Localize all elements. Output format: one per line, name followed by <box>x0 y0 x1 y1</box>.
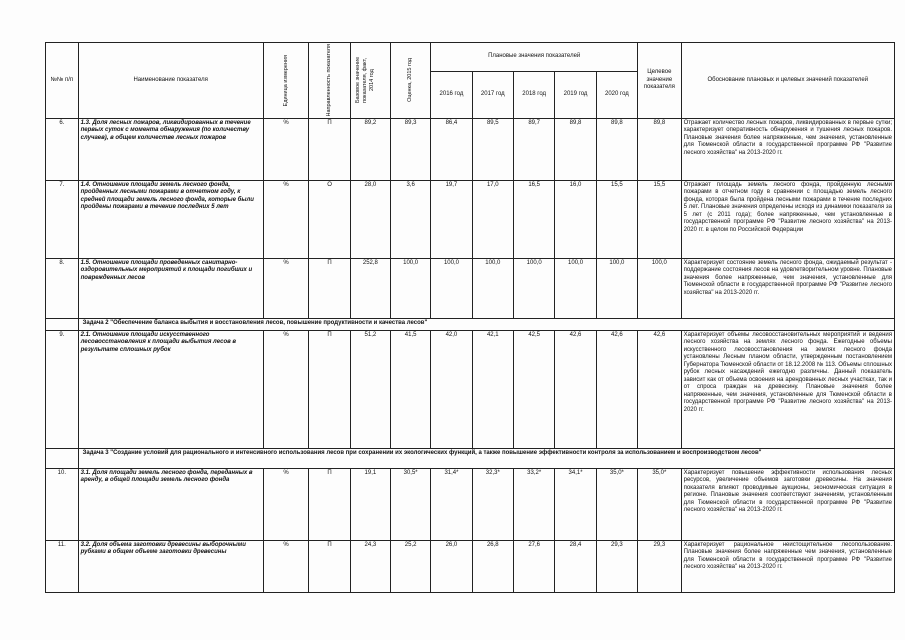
header-year <box>513 71 554 118</box>
direction-cell: О <box>309 180 350 258</box>
direction-cell: П <box>309 118 350 180</box>
plan-value: 15,5 <box>596 180 637 258</box>
direction-cell: П <box>309 258 350 318</box>
year-label: 2019 год <box>563 90 588 97</box>
header-estimate-label: Оценка, 2015 год <box>407 58 414 103</box>
plan-value: 42,6 <box>555 330 596 448</box>
unit-cell: % <box>263 468 309 540</box>
header-row <box>46 43 895 72</box>
target-value: 89,8 <box>638 118 682 180</box>
row-num: 11. <box>46 540 79 592</box>
plan-value: 100,0 <box>596 258 637 318</box>
plan-value: 29,3 <box>596 540 637 592</box>
indicators-table <box>45 42 895 593</box>
plan-value: 42,1 <box>472 330 513 448</box>
base-value: 24,3 <box>350 540 390 592</box>
row-num: 7. <box>46 180 79 258</box>
unit-cell: % <box>263 330 309 448</box>
task-heading: Задача 3 "Создание условий для рационального и интенсивного использования лесов при сохранении их экологических функций, а также повышение эффективности контроля за использованием и воспроизводством лесов" <box>78 448 894 468</box>
direction-cell: П <box>309 330 350 448</box>
unit-cell: % <box>263 118 309 180</box>
header-name <box>78 43 263 119</box>
table-row <box>46 468 895 540</box>
target-value: 100,0 <box>638 258 682 318</box>
plan-value: 89,8 <box>555 118 596 180</box>
target-value: 29,3 <box>638 540 682 592</box>
plan-value: 35,0* <box>596 468 637 540</box>
table-row <box>46 258 895 318</box>
plan-value: 28,4 <box>555 540 596 592</box>
header-base-label: Базовое значение показателя, факт, 2014 год <box>355 57 376 104</box>
estimate-value: 100,0 <box>391 258 431 318</box>
plan-value: 16,5 <box>513 180 554 258</box>
plan-value: 42,6 <box>596 330 637 448</box>
plan-value: 31,4* <box>431 468 472 540</box>
estimate-value: 41,5 <box>391 330 431 448</box>
indicator-name: 3.1. Доля площади земель лесного фонда, переданных в аренду, в общей площади земель лесного фонда <box>78 468 263 540</box>
plan-value: 17,0 <box>472 180 513 258</box>
justification-text: Отражает количество лесных пожаров, ликвидированных в первые сутки; характеризует оперативность обнаружения и тушения лесных пожаров. Плановые значения более напряженные, чем значения, установленные для Тюменской области в государственной программе РФ "Развитие лесного хозяйства" на 2013-2020 гг. <box>681 118 894 180</box>
plan-value: 27,6 <box>513 540 554 592</box>
plan-value: 42,0 <box>431 330 472 448</box>
direction-cell: П <box>309 540 350 592</box>
header-year <box>472 71 513 118</box>
estimate-value: 30,5* <box>391 468 431 540</box>
plan-value: 26,0 <box>431 540 472 592</box>
plan-value: 89,7 <box>513 118 554 180</box>
header-direction <box>309 43 350 119</box>
header-year <box>431 71 472 118</box>
header-unit <box>263 43 309 119</box>
plan-value: 100,0 <box>555 258 596 318</box>
target-value: 15,5 <box>638 180 682 258</box>
row-num: 9. <box>46 330 79 448</box>
header-plan-label: Плановые значения показателей <box>488 53 581 60</box>
plan-value: 26,8 <box>472 540 513 592</box>
header-base <box>350 43 390 119</box>
task-heading-row <box>46 448 895 468</box>
header-num <box>46 43 79 119</box>
header-num-label: №№ п/п <box>50 76 74 83</box>
plan-value: 100,0 <box>431 258 472 318</box>
direction-cell: П <box>309 468 350 540</box>
header-name-label: Наименование показателя <box>133 76 208 83</box>
indicator-name: 1.3. Доля лесных пожаров, ликвидированных в течение первых суток с момента обнаружения (по количеству случаев), в общем количестве лесных пожаров <box>78 118 263 180</box>
plan-value: 100,0 <box>513 258 554 318</box>
base-value: 252,8 <box>350 258 390 318</box>
header-target <box>638 43 682 119</box>
plan-value: 19,7 <box>431 180 472 258</box>
header-justification <box>681 43 894 119</box>
unit-cell: % <box>263 180 309 258</box>
justification-text: Отражает площадь земель лесного фонда, пройденную лесными пожарами в отчетном году в сравнении с площадью земель лесного фонда, которая была пройдена лесными пожарами в течение последних 5 лет. Плановые значения определены исходя из динамики показателя за 5 лет (с 2011 года); более напряженные, чем установленные в государственной программе РФ "Развитие лесного хозяйства" на 2013-2020 гг. в целом по Российской Федерации <box>681 180 894 258</box>
justification-text: Характеризует объемы лесовосстановительных мероприятий и ведения лесного хозяйства на землях лесного фонда. Ежегодные объемы искусственного лесовосстановления на землях лесного фонда установлены Лесным планом области, утвержденным постановлением Губернатора Тюменской области от 18.12.2008 № 113. Объемы сплошных рубок лесных насаждений ежегодно различны. Данный показатель зависит как от объема освоения на арендованных лесных участках, так и от спроса граждан на древесину. Плановые значения более напряженные, чем значения, установленные для Тюменской области в государственной программе РФ "Развитие лесного хозяйства" на 2013-2020 гг. <box>681 330 894 448</box>
table-row <box>46 180 895 258</box>
header-estimate <box>391 43 431 119</box>
plan-value: 86,4 <box>431 118 472 180</box>
table-row <box>46 118 895 180</box>
plan-value: 32,3* <box>472 468 513 540</box>
justification-text: Характеризует повышение эффективности использования лесных ресурсов, увеличение объемов заготовки древесины. На значения показателя влияют проводимые аукционы, экономическая ситуация в регионе. Плановые значения соответствуют значениям, установленным для Тюменской области в государственной программе РФ "Развитие лесного хозяйства" на 2013-2020 гг. <box>681 468 894 540</box>
unit-cell: % <box>263 540 309 592</box>
task-heading: Задача 2 "Обеспечение баланса выбытия и восстановления лесов, повышение продуктивности и качества лесов" <box>78 318 894 330</box>
indicator-name: 1.4. Отношение площади земель лесного фонда, пройденных лесными пожарами в отчетном году, к средней площади земель лесного фонда, которые были пройдены пожарами в течение последних 5 лет <box>78 180 263 258</box>
plan-value: 34,1* <box>555 468 596 540</box>
header-unit-label: Единица измерения <box>282 54 289 106</box>
plan-value: 33,2* <box>513 468 554 540</box>
estimate-value: 3,6 <box>391 180 431 258</box>
base-value: 89,2 <box>350 118 390 180</box>
header-target-label: Целевое значение показателя <box>643 69 675 91</box>
estimate-value: 25,2 <box>391 540 431 592</box>
indicator-name: 3.2. Доля объема заготовки древесины выборочными рубками в общем объеме заготовки древесины <box>78 540 263 592</box>
header-direction-label: Направленность показателя <box>326 44 333 117</box>
plan-value: 100,0 <box>472 258 513 318</box>
unit-cell: % <box>263 258 309 318</box>
plan-value: 89,8 <box>596 118 637 180</box>
base-value: 19,1 <box>350 468 390 540</box>
year-label: 2016 год <box>439 90 464 97</box>
row-num: 8. <box>46 258 79 318</box>
task-heading-row <box>46 318 895 330</box>
plan-value: 89,5 <box>472 118 513 180</box>
table-row <box>46 540 895 592</box>
row-num: 10. <box>46 468 79 540</box>
target-value: 35,0* <box>638 468 682 540</box>
year-label: 2020 год <box>605 90 629 97</box>
header-year <box>596 71 637 118</box>
plan-value: 16,0 <box>555 180 596 258</box>
estimate-value: 89,3 <box>391 118 431 180</box>
justification-text: Характеризует рациональное неистощительное лесопользование. Плановые значения более напряженные чем значения, установленные для Тюменской области в государственной программе РФ "Развитие лесного хозяйства" на 2013-2020 гг. <box>681 540 894 592</box>
header-justification-label: Обоснование плановых и целевых значений показателей <box>707 76 869 83</box>
task-num-cell <box>46 318 79 330</box>
year-label: 2017 год <box>480 90 505 97</box>
task-num-cell <box>46 448 79 468</box>
plan-value: 42,5 <box>513 330 554 448</box>
row-num: 6. <box>46 118 79 180</box>
base-value: 51,2 <box>350 330 390 448</box>
target-value: 42,6 <box>638 330 682 448</box>
header-plan <box>431 43 638 72</box>
header-year <box>555 71 596 118</box>
justification-text: Характеризует состояние земель лесного фонда, ожидаемый результат - поддержание состояния лесов на удовлетворительном уровне. Плановые значения более напряженные, чем значения, установленные для Тюменской области в государственной программе РФ "Развитие лесного хозяйства" на 2013-2020 гг. <box>681 258 894 318</box>
indicator-name: 1.5. Отношение площади проведенных санитарно-оздоровительных мероприятий к площади погибших и поврежденных лесов <box>78 258 263 318</box>
base-value: 28,0 <box>350 180 390 258</box>
year-label: 2018 год <box>522 90 547 97</box>
table-row <box>46 330 895 448</box>
indicator-name: 2.1. Отношение площади искусственного лесовосстановления к площади выбытия лесов в результате сплошных рубок <box>78 330 263 448</box>
